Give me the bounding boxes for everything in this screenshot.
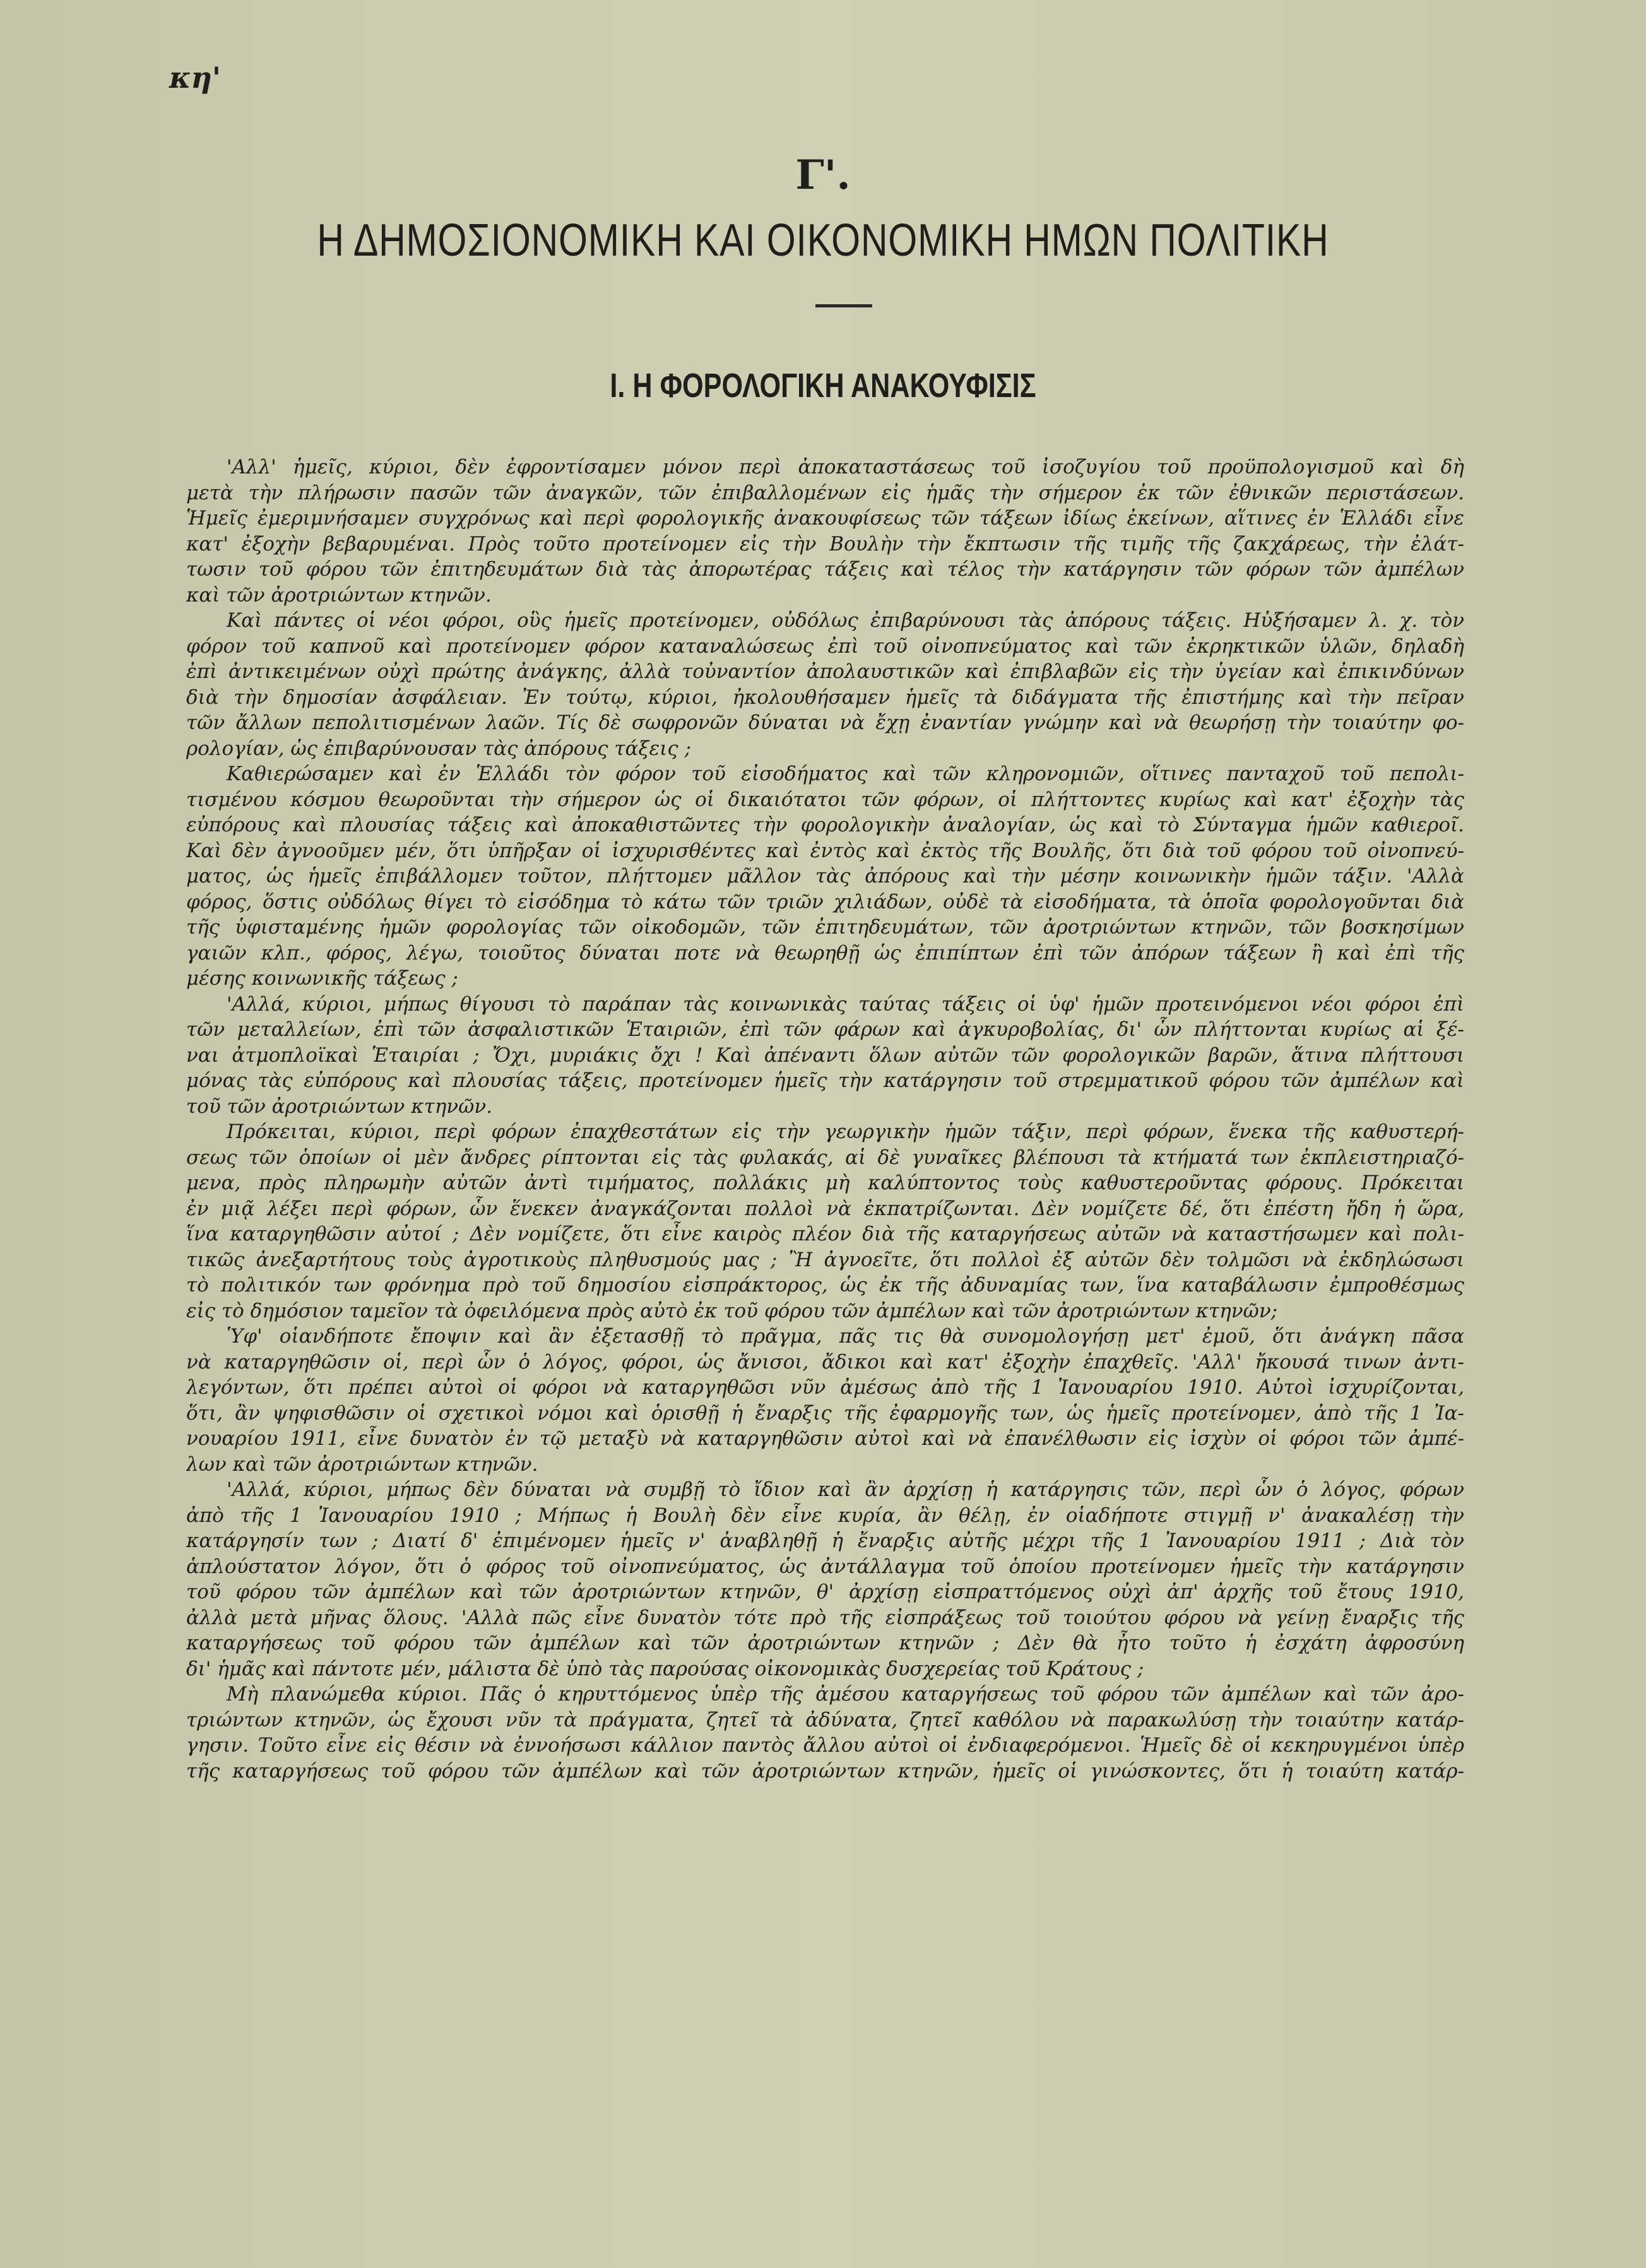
text-line: δι' ἡμᾶς καὶ πάντοτε μέν, μάλιστα δὲ ὑπὸ τὰς παρούσας οἰκονομικὰς δυσχερείας τοῦ Κράτους ; — [186, 1657, 1144, 1680]
text-line: μενα, πρὸς πληρωμὴν αὐτῶν ἀντὶ τιμήματος, πολλάκις μὴ καλύπτοντος τοὺς καθυστεροῦντας φόρους. Πρόκειται — [186, 1172, 1464, 1194]
document-body — [186, 454, 1464, 1784]
text-line: γησιν. Τοῦτο εἶνε εἰς θέσιν νὰ ἐννοήσωσι κάλλιον παντὸς ἄλλου αὐτοὶ οἱ ἐνδιαφερόμενοι. Ἡμεῖς δὲ οἱ κεκηρυγμένοι ὑπὲρ — [186, 1734, 1464, 1757]
paragraph — [186, 1477, 1464, 1682]
text-line: ναι ἀτμοπλοϊκαὶ Ἑταιρίαι ; Ὄχι, μυριάκις ὄχι ! Καὶ ἀπέναντι ὅλων αὐτῶν τῶν φορολογικῶν βαρῶν, ἅτινα πλήττουσι — [186, 1043, 1464, 1067]
text-line: ἵνα καταργηθῶσιν αὐτοί ; Δὲν νομίζετε, ὅτι εἶνε καιρὸς πλέον διὰ τῆς καταργήσεως αὐτῶν νὰ καταστήσωμεν καὶ πολι- — [186, 1223, 1464, 1245]
chapter-label: Γ'. — [795, 151, 851, 199]
paragraph — [186, 454, 1464, 608]
text-line: νὰ καταργηθῶσιν οἱ, περὶ ὧν ὁ λόγος, φόροι, ὡς ἄνισοι, ἄδικοι καὶ κατ' ἐξοχὴν ἐπαχθεῖς. 'Αλλ' ἤκουσά τινων ἀντι- — [186, 1350, 1464, 1374]
text-line: λεγόντων, ὅτι πρέπει αὐτοὶ οἱ φόροι νὰ καταργηθῶσι νῦν ἀμέσως ἀπὸ τῆς 1 Ἰανουαρίου 1910. Αὐτοὶ ἰσχυρίζονται, — [186, 1376, 1464, 1399]
page-number: κη' — [169, 61, 222, 95]
text-line: Ὑφ' οἱανδήποτε ἔποψιν καὶ ἂν ἐξετασθῇ τὸ πρᾶγμα, πᾶς τις θὰ συνομολογήσῃ μετ' ἐμοῦ, ὅτι ἀνάγκη πᾶσα — [227, 1325, 1464, 1348]
text-line: κατάργησίν των ; Διατί δ' ἐπιμένομεν ἡμεῖς ν' ἀναβληθῇ ἡ ἔναρξις αὐτῆς μέχρι τῆς 1 Ἰανουαρίου 1911 ; Διὰ τὸν — [186, 1529, 1464, 1552]
text-line: Καθιερώσαμεν καὶ ἐν Ἑλλάδι τὸν φόρον τοῦ εἰσοδήματος καὶ τῶν κληρονομιῶν, οἵτινες πανταχοῦ τοῦ πεπολι- — [227, 763, 1464, 785]
text-line: ἀπὸ τῆς 1 Ἰανουαρίου 1910 ; Μήπως ἡ Βουλὴ δὲν εἶνε κυρία, ἂν θέλῃ, ἐν οἱαδήποτε στιγμῇ ν' ἀνακαλέσῃ τὴν — [186, 1504, 1464, 1527]
text-line: Μὴ πλανώμεθα κύριοι. Πᾶς ὁ κηρυττόμενος ὑπὲρ τῆς ἀμέσου καταργήσεως τοῦ φόρου τῶν ἀμπέλων καὶ τῶν ἀρο- — [227, 1683, 1464, 1706]
text-line: μόνας τὰς εὐπόρους καὶ πλουσίας τάξεις, προτείνομεν ἡμεῖς τὴν κατάργησιν τοῦ στρεμματικοῦ φόρου τῶν ἀμπέλων καὶ — [186, 1069, 1464, 1092]
text-line: φόρον τοῦ καπνοῦ καὶ προτείνομεν φόρον καταναλώσεως ἐπὶ τοῦ οἰνοπνεύματος καὶ τῶν ἐκρηκτικῶν ὑλῶν, δηλαδὴ — [186, 634, 1464, 658]
text-line: τισμένου κόσμου θεωροῦνται τὴν σήμερον ὡς οἱ δικαιότατοι τῶν φόρων, οἱ πλήττοντες κυρίως καὶ κατ' ἐξοχὴν τὰς — [186, 788, 1464, 811]
text-line: ἐπὶ ἀντικειμένων οὐχὶ πρώτης ἀνάγκης, ἀλλὰ τοὐναντίον ἀπολαυστικῶν καὶ ἐπιβλαβῶν εἰς τὴν ὑγείαν καὶ ἐπικινδύνων — [186, 660, 1464, 683]
text-line: εἰς τὸ δημόσιον ταμεῖον τὰ ὀφειλόμενα πρὸς αὐτὸ ἐκ τοῦ φόρου τῶν ἀμπέλων καὶ τῶν ἀροτριώντων κτηνῶν; — [186, 1299, 1278, 1322]
text-line: σεως τῶν ὁποίων οἱ μὲν ἄνδρες ρίπτονται εἰς τὰς φυλακάς, αἱ δὲ γυναῖκες βλέπουσι τὰ κτήματά των ἐκπλειστηριαζό- — [186, 1146, 1464, 1169]
text-line: ἐν μιᾷ λέξει περὶ φόρων, ὧν ἕνεκεν ἀναγκάζονται πολλοὶ νὰ ἐκπατρίζωνται. Δὲν νομίζετε δέ, ὅτι ἐπέστη ἤδη ἡ ὥρα, — [186, 1197, 1464, 1220]
text-line: ἀλλὰ μετὰ μῆνας ὅλους. 'Αλλὰ πῶς εἶνε δυνατὸν τότε πρὸ τῆς εἰσπράξεως τοῦ τοιούτου φόρου νὰ γείνῃ ἔναρξις τῆς — [186, 1606, 1464, 1629]
paragraph — [186, 761, 1464, 992]
text-line: Καὶ πάντες οἱ νέοι φόροι, οὓς ἡμεῖς προτείνομεν, οὐδόλως ἐπιβαρύνουσι τὰς ἀπόρους τάξεις. Ηὐξήσαμεν λ. χ. τὸν — [227, 609, 1464, 632]
text-line: Πρόκειται, κύριοι, περὶ φόρων ἐπαχθεστάτων εἰς τὴν γεωργικὴν ἡμῶν τάξιν, περὶ φόρων, ἕνεκα τῆς καθυστερή- — [227, 1120, 1464, 1143]
text-line: Ἡμεῖς ἐμεριμνήσαμεν συγχρόνως καὶ περὶ φορολογικῆς ἀνακουφίσεως τῶν τάξεων ἰδίως ἐκείνων, αἵτινες ἐν Ἑλλάδι εἶνε — [186, 507, 1464, 530]
text-line: τῶν ἄλλων πεπολιτισμένων λαῶν. Τίς δὲ σωφρονῶν δύναται νὰ ἔχῃ ἐναντίαν γνώμην καὶ νὰ θεωρήσῃ τὴν τοιαύτην φο- — [186, 711, 1464, 734]
text-line: τωσιν τοῦ φόρου τῶν ἐπιτηδευμάτων διὰ τὰς ἀπορωτέρας τάξεις καὶ τέλος τὴν κατάργησιν τῶν φόρων τῶν ἀμπέλων — [186, 558, 1464, 581]
text-line: εὐπόρους καὶ πλουσίας τάξεις καὶ ἀποκαθιστῶντες τὴν φορολογικὴν ἀναλογίαν, ὡς καὶ τὸ Σύνταγμα ἡμῶν καθιεροῖ. — [186, 814, 1464, 836]
main-title: Η ΔΗΜΟΣΙΟΝΟΜΙΚΗ ΚΑΙ ΟΙΚΟΝΟΜΙΚΗ ΗΜΩΝ ΠΟΛΙΤΙΚΗ — [317, 215, 1329, 266]
title-divider — [815, 304, 872, 307]
paragraph — [186, 608, 1464, 761]
text-line: φόρος, ὅστις οὐδόλως θίγει τὸ εἰσόδημα τὸ κάτω τῶν τριῶν χιλιάδων, οὐδὲ τὰ εἰσοδήματα, τὰ ὁποῖα φορολογοῦνται διὰ — [186, 890, 1464, 913]
text-line: τριώντων κτηνῶν, ὡς ἔχουσι νῦν τὰ πράγματα, ζητεῖ τὰ ἀδύνατα, ζητεῖ καθόλου νὰ παρακωλύσῃ τὴν τοιαύτην κατάρ- — [186, 1708, 1464, 1731]
text-line: καταργήσεως τοῦ φόρου τῶν ἀμπέλων καὶ τῶν ἀροτριώντων κτηνῶν ; Δὲν θὰ ἦτο τοῦτο ἡ ἐσχάτη ἀφροσύνη — [186, 1632, 1464, 1654]
text-line: 'Αλλά, κύριοι, μήπως θίγουσι τὸ παράπαν τὰς κοινωνικὰς ταύτας τάξεις οἱ ὑφ' ἡμῶν προτεινόμενοι νέοι φόροι ἐπὶ — [227, 992, 1464, 1016]
text-line: μετὰ τὴν πλήρωσιν πασῶν τῶν ἀναγκῶν, τῶν ἐπιβαλλομένων εἰς ἡμᾶς τὴν σήμερον ἐκ τῶν ἐθνικῶν περιστάσεων. — [186, 481, 1464, 504]
paragraph — [186, 1119, 1464, 1324]
text-line: ἁπλούστατον λόγον, ὅτι ὁ φόρος τοῦ οἰνοπνεύματος, ὡς ἀντάλλαγμα τοῦ ὁποίου προτείνομεν ἡμεῖς τὴν κατάργησιν — [186, 1555, 1464, 1578]
text-line: τῆς καταργήσεως τοῦ φόρου τῶν ἀμπέλων καὶ τῶν ἀροτριώντων κτηνῶν, ἡμεῖς οἱ γινώσκοντες, ὅτι ἡ τοιαύτη κατάρ- — [186, 1759, 1464, 1783]
text-line: τῶν μεταλλείων, ἐπὶ τῶν ἀσφαλιστικῶν Ἑταιριῶν, ἐπὶ τῶν φάρων καὶ ἀγκυροβολίας, δι' ὧν πλήττονται κυρίως αἱ ξέ- — [186, 1018, 1464, 1041]
text-line: ὅτι, ἂν ψηφισθῶσιν οἱ σχετικοὶ νόμοι καὶ ὁρισθῇ ἡ ἔναρξις τῆς ἐφαρμογῆς των, ὡς ἡμεῖς προτείνομεν, ἀπὸ τῆς 1 Ἰα- — [186, 1401, 1464, 1425]
text-line: λων καὶ τῶν ἀροτριώντων κτηνῶν. — [186, 1452, 538, 1476]
text-line: τὸ πολιτικόν των φρόνημα πρὸ τοῦ δημοσίου εἰσπράκτορος, ὡς ἐκ τῆς ἀδυναμίας των, ἵνα καταβάλωσιν ἐμπροθέσμως — [186, 1274, 1464, 1297]
paragraph — [186, 1682, 1464, 1784]
text-line: καὶ τῶν ἀροτριώντων κτηνῶν. — [186, 583, 492, 607]
text-line: ματος, ὡς ἡμεῖς ἐπιβάλλομεν τοῦτον, πλήττομεν μᾶλλον τὰς ἀπόρους καὶ τὴν μέσην κοινωνικὴν ἡμῶν τάξιν. 'Αλλὰ — [186, 865, 1464, 888]
text-line: τοῦ φόρου τῶν ἀμπέλων καὶ τῶν ἀροτριώντων κτηνῶν, θ' ἀρχίσῃ εἰσπραττόμενος οὐχὶ ἀπ' ἀρχῆς τοῦ ἔτους 1910, — [186, 1581, 1464, 1603]
text-line: τοῦ τῶν ἀροτριώντων κτηνῶν. — [186, 1095, 493, 1118]
section-title: Ι. Η ΦΟΡΟΛΟΓΙΚΗ ΑΝΑΚΟΥΦΙΣΙΣ — [610, 367, 1036, 405]
paragraph — [186, 1324, 1464, 1477]
text-line: νουαρίου 1911, εἶνε δυνατὸν ἐν τῷ μεταξὺ νὰ καταργηθῶσιν αὐτοὶ καὶ νὰ ἐπανέλθωσιν εἰς ἰσχὺν οἱ φόροι τῶν ἀμπέ- — [186, 1427, 1464, 1450]
text-line: Καὶ δὲν ἀγνοοῦμεν μέν, ὅτι ὑπῆρξαν οἱ ἰσχυρισθέντες καὶ ἐντὸς καὶ ἐκτὸς τῆς Βουλῆς, ὅτι διὰ τοῦ φόρου τοῦ οἰνοπνεύ- — [186, 839, 1464, 862]
text-line: 'Αλλ' ἡμεῖς, κύριοι, δὲν ἐφροντίσαμεν μόνον περὶ ἀποκαταστάσεως τοῦ ἰσοζυγίου τοῦ προϋπολογισμοῦ καὶ δὴ — [227, 456, 1464, 478]
text-line: τικῶς ἀνεξαρτήτους τοὺς ἀγροτικοὺς πληθυσμούς μας ; Ἢ ἀγνοεῖτε, ὅτι πολλοὶ ἐξ αὐτῶν δὲν τολμῶσι νὰ ἐκδηλώσωσι — [186, 1248, 1464, 1271]
text-line: 'Αλλά, κύριοι, μήπως δὲν δύναται νὰ συμβῇ τὸ ἴδιον καὶ ἂν ἀρχίσῃ ἡ κατάργησις τῶν, περὶ ὧν ὁ λόγος, φόρων — [227, 1478, 1464, 1501]
text-line: τῆς ὑφισταμένης ἡμῶν φορολογίας τῶν οἰκοδομῶν, τῶν ἐπιτηδευμάτων, τῶν ἀροτριώντων κτηνῶν, τῶν βοσκησίμων — [186, 916, 1464, 939]
text-line: μέσης κοινωνικῆς τάξεως ; — [186, 967, 458, 990]
text-line: κατ' ἐξοχὴν βεβαρυμέναι. Πρὸς τοῦτο προτείνομεν εἰς τὴν Βουλὴν τὴν ἔκπτωσιν τῆς τιμῆς τῆς ζακχάρεως, τὴν ἐλάτ- — [186, 532, 1464, 555]
text-line: γαιῶν κλπ., φόρος, λέγω, τοιοῦτος δύναται ποτε νὰ θεωρηθῇ ὡς ἐπιπίπτων ἐπὶ τῶν ἀπόρων τάξεων ἢ καὶ ἐπὶ τῆς — [186, 941, 1464, 965]
text-line: ρολογίαν, ὡς ἐπιβαρύνουσαν τὰς ἀπόρους τάξεις ; — [186, 737, 691, 760]
text-line: διὰ τὴν δημοσίαν ἀσφάλειαν. Ἐν τούτῳ, κύριοι, ἠκολουθήσαμεν ἡμεῖς τὰ διδάγματα τῆς ἐπιστήμης καὶ τὴν πεῖραν — [186, 686, 1464, 709]
paragraph — [186, 992, 1464, 1120]
